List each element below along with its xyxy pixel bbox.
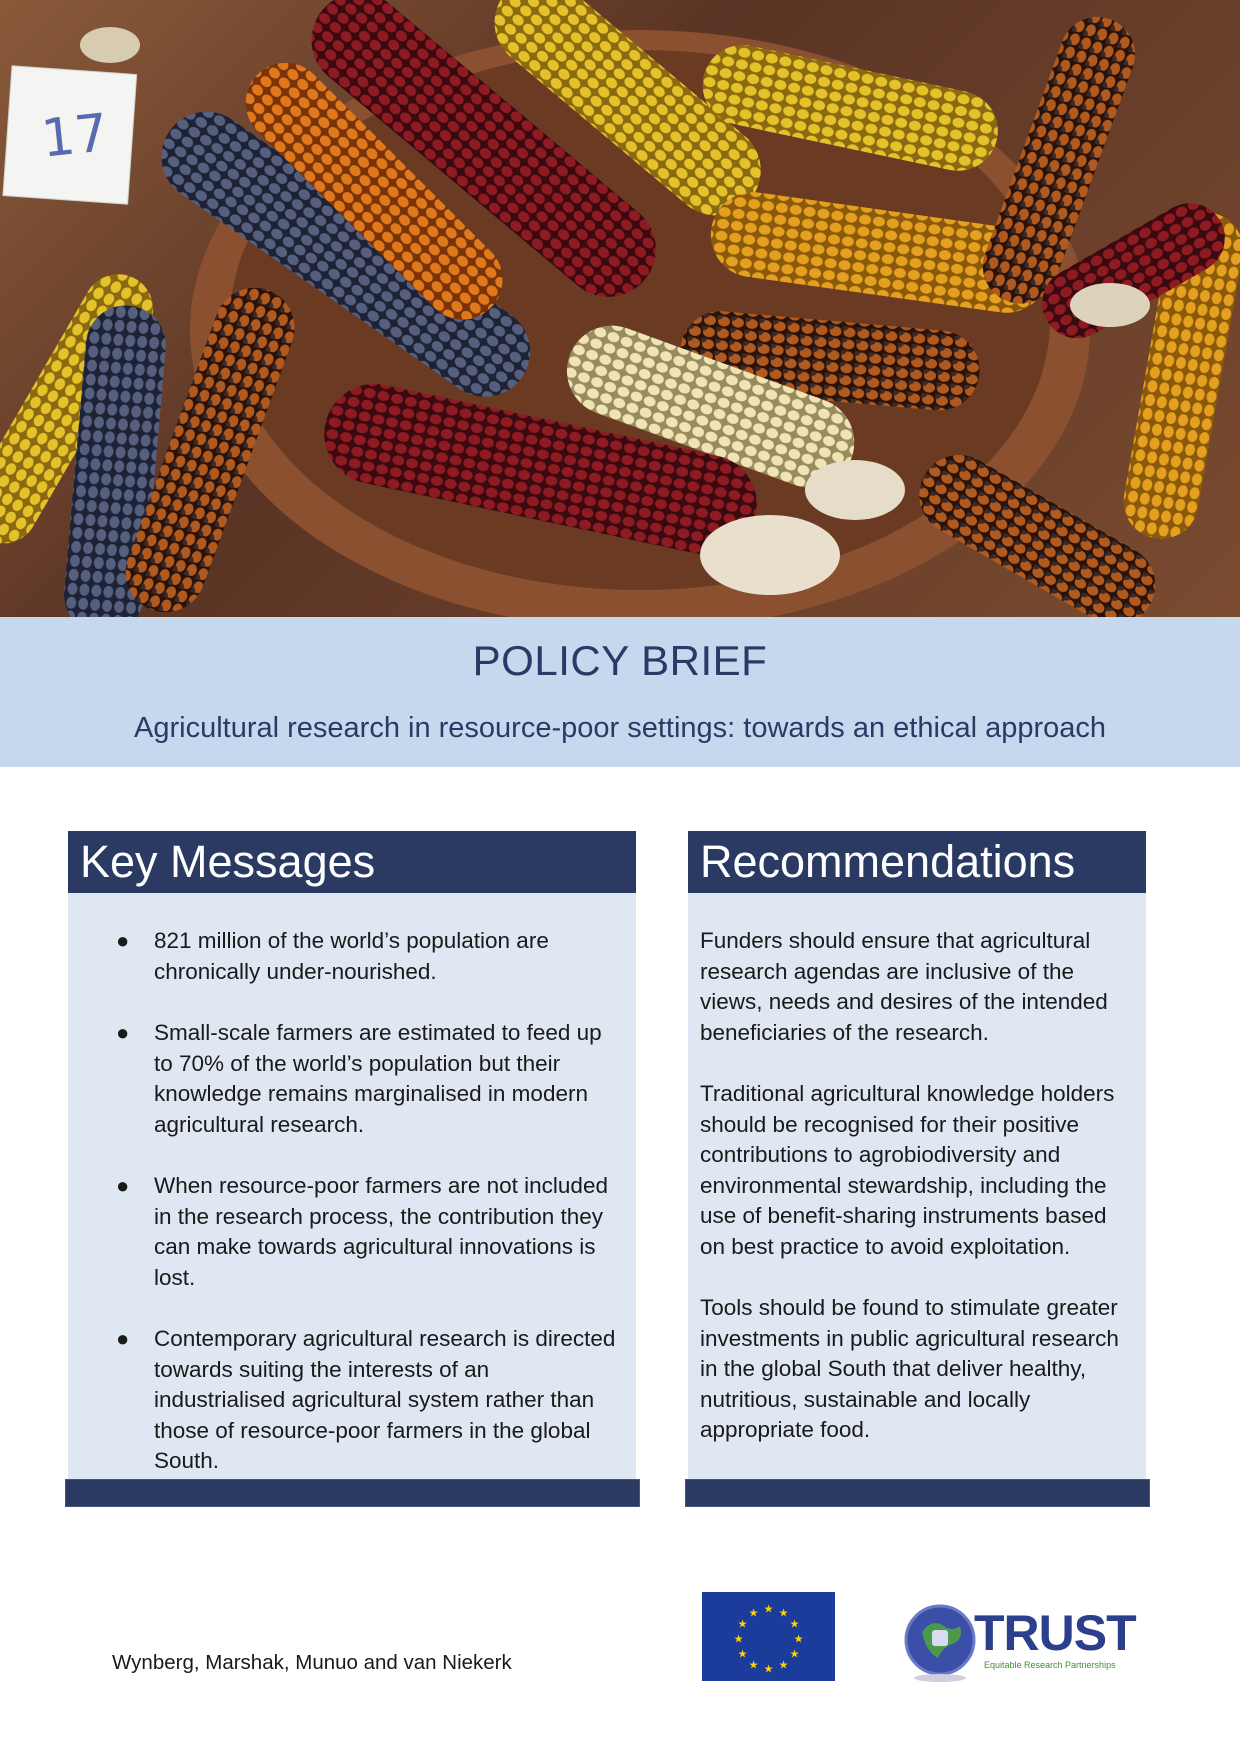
key-messages-list <box>68 926 636 1508</box>
title-band <box>0 617 1240 767</box>
corn-cobs-illustration <box>0 0 1240 617</box>
list-item <box>116 1324 624 1477</box>
key-messages-panel <box>68 831 636 1479</box>
svg-text:★: ★ <box>737 1617 748 1631</box>
recommendation-paragraph: Traditional agricultural knowledge holders should be recognised for their positive contributions to agrobiodiversity and environmental stewardship, including the use of benefit-sharing instruments based on best practice to avoid exploitation. <box>700 1081 1115 1259</box>
list-item <box>116 1171 624 1293</box>
svg-text:★: ★ <box>763 1662 774 1676</box>
panel-footer-bar <box>65 1479 640 1507</box>
authors: Wynberg, Marshak, Munuo and van Niekerk <box>112 1651 512 1674</box>
eu-flag-icon <box>702 1592 835 1681</box>
trust-logo <box>902 1602 1136 1682</box>
key-message-text: When resource-poor farmers are not included in the research process, the contribution they can make towards agricultural innovations is lost. <box>154 1173 608 1290</box>
svg-text:★: ★ <box>778 1658 789 1672</box>
panel-footer-bar <box>685 1479 1150 1507</box>
globe-icon <box>902 1602 982 1682</box>
key-message-text: 821 million of the world’s population are chronically under-nourished. <box>154 928 549 984</box>
bullet-icon: ● <box>116 1173 130 1198</box>
eu-stars <box>702 1592 835 1681</box>
key-messages-heading: Key Messages <box>68 831 636 893</box>
bullet-icon: ● <box>116 1326 130 1351</box>
page-title: POLICY BRIEF <box>472 637 768 684</box>
svg-text:★: ★ <box>733 1632 744 1646</box>
svg-text:★: ★ <box>793 1632 804 1646</box>
svg-text:★: ★ <box>737 1647 748 1661</box>
recommendations-heading: Recommendations <box>688 831 1146 893</box>
bullet-icon: ● <box>116 1020 130 1045</box>
svg-text:★: ★ <box>763 1602 774 1616</box>
list-item <box>116 926 624 987</box>
recommendations-panel <box>688 831 1146 1479</box>
page-subtitle: Agricultural research in resource-poor settings: towards an ethical approach <box>134 712 1106 744</box>
svg-text:★: ★ <box>778 1606 789 1620</box>
svg-text:★: ★ <box>789 1647 800 1661</box>
key-message-text: Small-scale farmers are estimated to feed up to 70% of the world’s population but their knowledge remains marginalised in modern agricultural research. <box>154 1020 602 1137</box>
list-item <box>116 1018 624 1140</box>
svg-text:★: ★ <box>789 1617 800 1631</box>
label-card-number: 17 <box>38 103 111 170</box>
recommendations-body <box>700 926 1136 1477</box>
trust-tagline: Equitable Research Partnerships <box>984 1660 1116 1670</box>
key-message-text: Contemporary agricultural research is directed towards suiting the interests of an industrialised agricultural system rather than those of resource-poor farmers in the global South. <box>154 1326 616 1473</box>
trust-wordmark: TRUST <box>974 1605 1136 1661</box>
recommendation-paragraph: Funders should ensure that agricultural research agendas are inclusive of the views, needs and desires of the intended beneficiaries of the research. <box>700 928 1108 1045</box>
svg-text:★: ★ <box>748 1658 759 1672</box>
svg-text:★: ★ <box>748 1606 759 1620</box>
cover-photo <box>0 0 1240 617</box>
bullet-icon: ● <box>116 928 130 953</box>
recommendation-paragraph: Tools should be found to stimulate greater investments in public agricultural research in the global South that deliver healthy, nutritious, sustainable and locally appropriate food. <box>700 1295 1119 1442</box>
